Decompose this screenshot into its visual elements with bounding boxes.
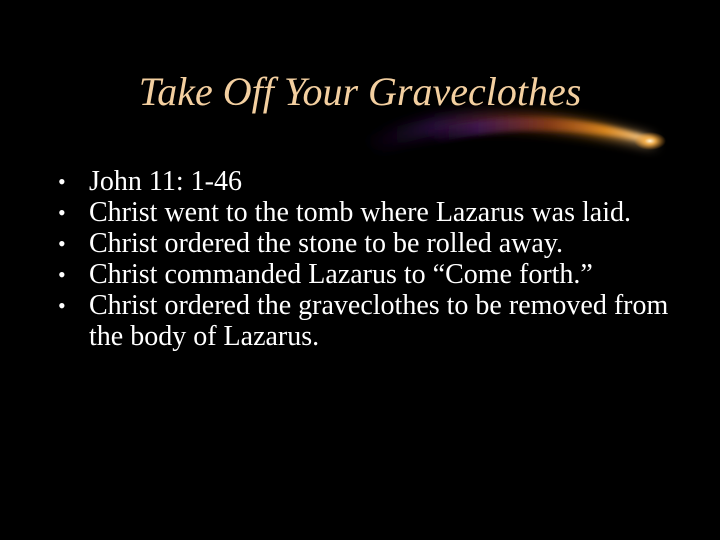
bullet-item: [58, 228, 678, 259]
bullet-text: Christ commanded Lazarus to “Come forth.”: [89, 259, 593, 290]
bullet-item: [58, 259, 678, 290]
bullet-text: John 11: 1-46: [89, 166, 242, 197]
bullet-list: [58, 166, 678, 352]
bullet-marker: •: [58, 200, 66, 225]
bullet-marker: •: [58, 262, 66, 287]
bullet-marker: •: [58, 169, 66, 194]
bullet-item: [58, 197, 678, 228]
bullet-text: Christ went to the tomb where Lazarus was laid.: [89, 197, 631, 228]
slide-title: Take Off Your Graveclothes: [138, 69, 582, 114]
bullet-item: [58, 290, 678, 352]
bullet-item: [58, 166, 678, 197]
bullet-text: Christ ordered the graveclothes to be removed from the body of Lazarus.: [89, 290, 669, 352]
bullet-marker: •: [58, 293, 66, 318]
bullet-text: Christ ordered the stone to be rolled away.: [89, 228, 564, 259]
bullet-marker: •: [58, 231, 66, 256]
